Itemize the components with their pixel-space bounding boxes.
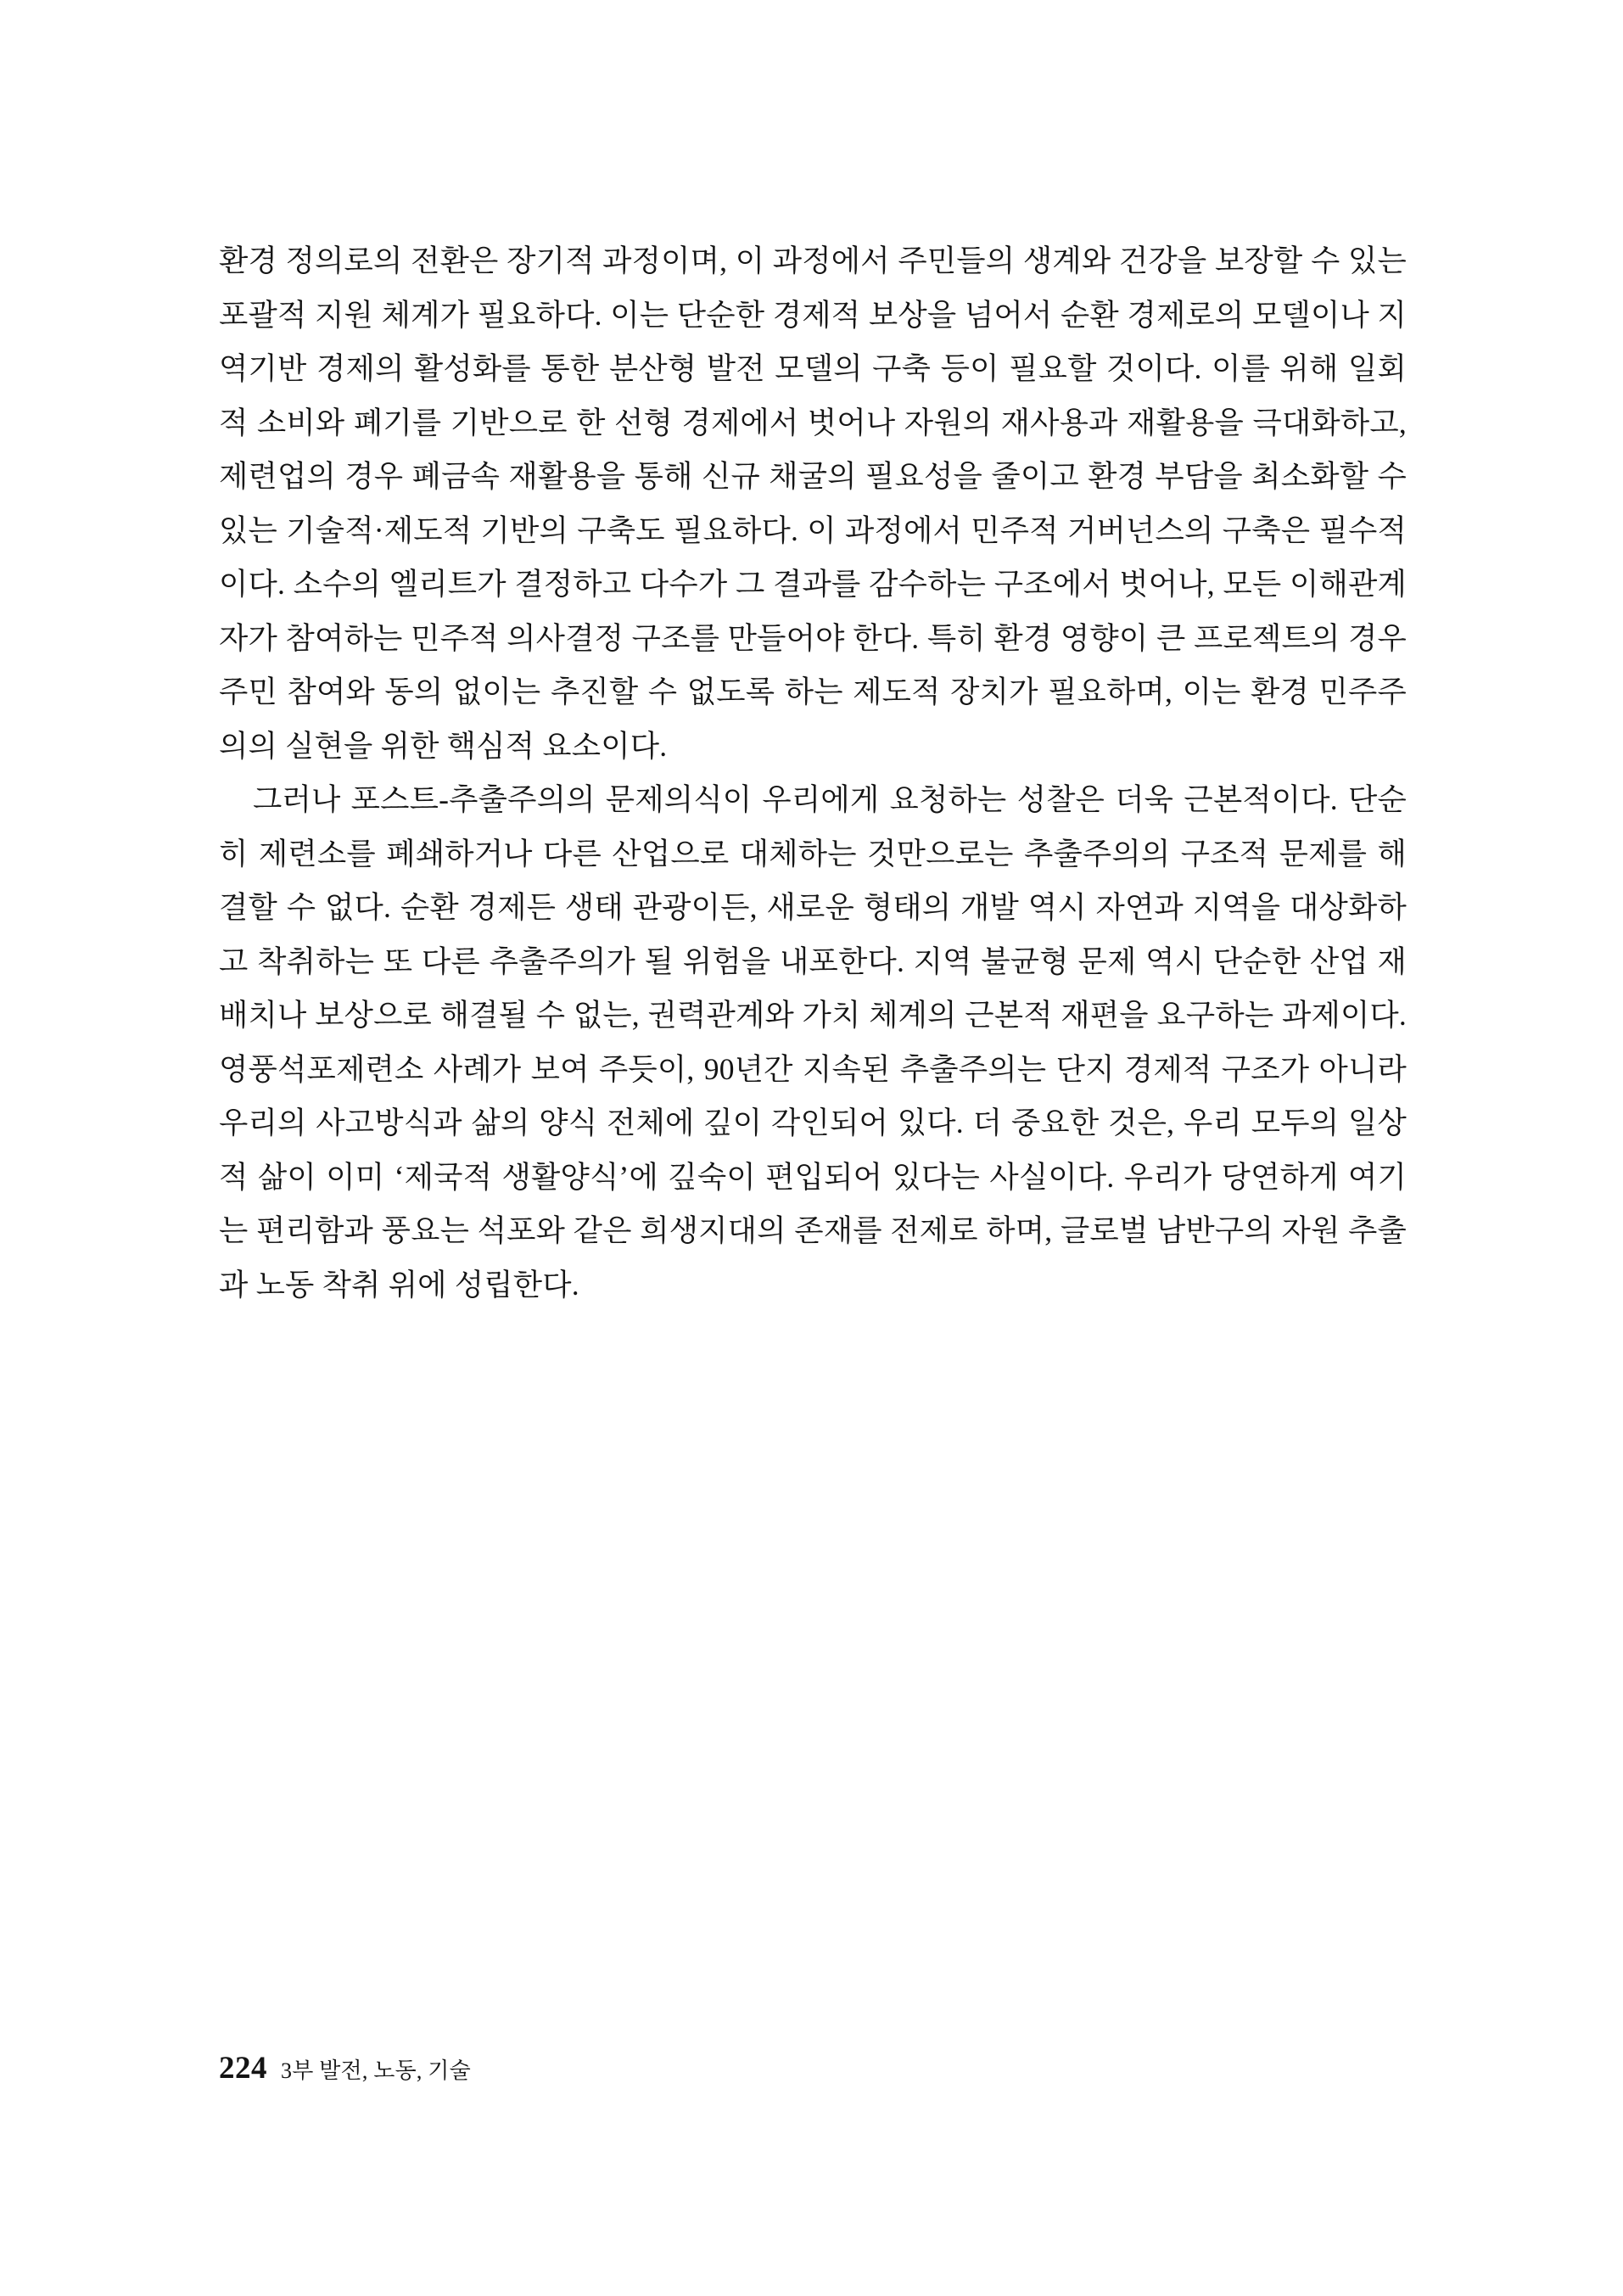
paragraph-2: 그러나 포스트-추출주의의 문제의식이 우리에게 요청하는 성찰은 더욱 근본적이다. 단순히 제련소를 폐쇄하거나 다른 산업으로 대체하는 것만으로는 추출주의의 구조적 문제를 해결할 수 없다. 순환 경제든 생태 관광이든, 새로운 형태의 개발 역시 자연과 지역을 대상화하고 착취하는 또 다른 추출주의가 될 위험을 내포한다. 지역 불균형 문제 역시 단순한 산업 재배치나 보상으로 해결될 수 없는, 권력관계와 가치 체계의 근본적 재편을 요구하는 과제이다. 영풍석포제련소 사례가 보여 주듯이, 90년간 지속된 추출주의는 단지 경제적 구조가 아니라 우리의 사고방식과 삶의 양식 전체에 깊이 각인되어 있다. 더 중요한 것은, 우리 모두의 일상적 삶이 이미 ‘제국적 생활양식’에 깊숙이 편입되어 있다는 사실이다. 우리가 당연하게 여기는 편리함과 풍요는 석포와 같은 희생지대의 존재를 전제로 하며, 글로벌 남반구의 자원 추출과 노동 착취 위에 성립한다. bbox=[219, 782, 1407, 1302]
paragraph-1: 환경 정의로의 전환은 장기적 과정이며, 이 과정에서 주민들의 생계와 건강을 보장할 수 있는 포괄적 지원 체계가 필요하다. 이는 단순한 경제적 보상을 넘어서 순환 경제로의 모델이나 지역기반 경제의 활성화를 통한 분산형 발전 모델의 구축 등이 필요할 것이다. 이를 위해 일회적 소비와 폐기를 기반으로 한 선형 경제에서 벗어나 자원의 재사용과 재활용을 극대화하고, 제련업의 경우 폐금속 재활용을 통해 신규 채굴의 필요성을 줄이고 환경 부담을 최소화할 수 있는 기술적·제도적 기반의 구축도 필요하다. 이 과정에서 민주적 거버넌스의 구축은 필수적이다. 소수의 엘리트가 결정하고 다수가 그 결과를 감수하는 구조에서 벗어나, 모든 이해관계자가 참여하는 민주적 의사결정 구조를 만들어야 한다. 특히 환경 영향이 큰 프로젝트의 경우 주민 참여와 동의 없이는 추진할 수 없도록 하는 제도적 장치가 필요하며, 이는 환경 민주주의의 실현을 위한 핵심적 요소이다. bbox=[219, 244, 1407, 763]
page-footer bbox=[219, 2050, 471, 2086]
body-text bbox=[219, 234, 1407, 1312]
page-number: 224 bbox=[219, 2051, 267, 2086]
running-head: 3부 발전, 노동, 기술 bbox=[281, 2058, 471, 2083]
